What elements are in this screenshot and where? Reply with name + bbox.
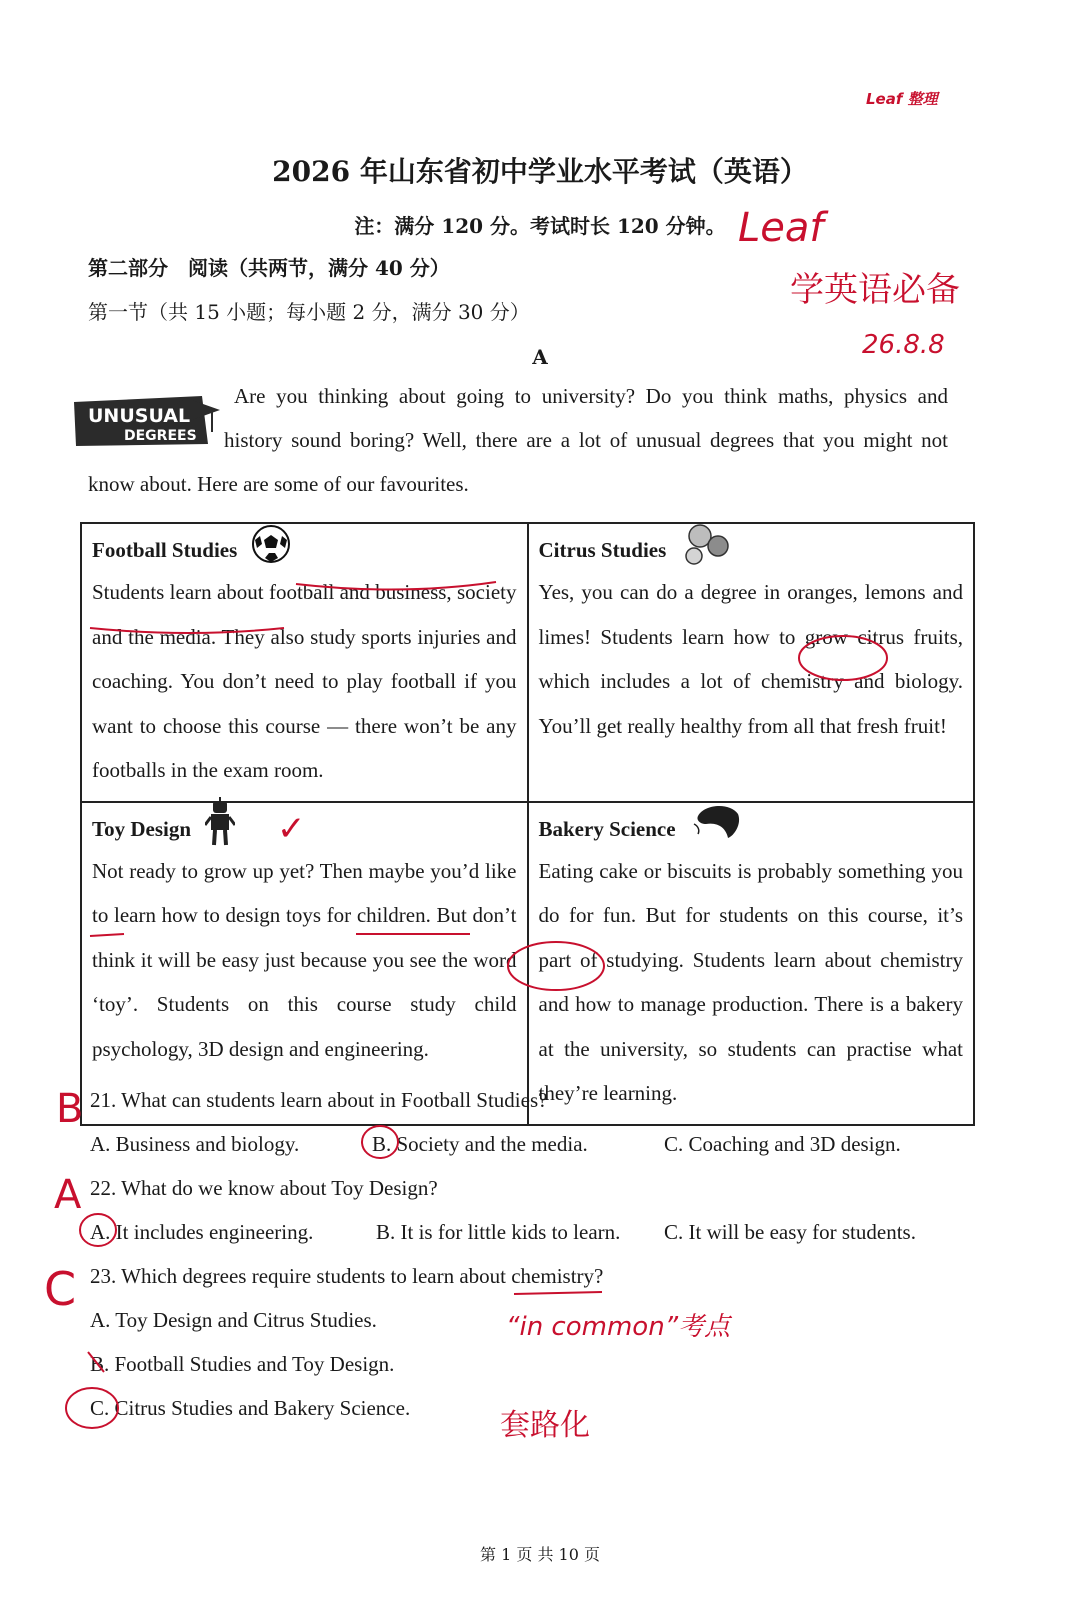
exam-note: 注：满分 120 分。考试时长 120 分钟。 [354, 214, 726, 238]
exam-title: 2026 年山东省初中学业水平考试（英语） [272, 155, 808, 188]
degree-body-football: Students learn about football and business, society and the media. They also study sports injuries and coaching. You don’t need to play football if you want to choose this course — there won’t be any footballs in the exam room. [92, 580, 517, 782]
question-23-option-c: C. Citrus Studies and Bakery Science. [90, 1396, 411, 1420]
intro-line-2: history sound boring? Well, there are a lot of unusual degrees that you might not [224, 428, 948, 452]
circle-answer-23 [66, 1388, 118, 1428]
circle-chemistry-citrus [799, 636, 887, 680]
degree-body-citrus: Yes, you can do a degree in oranges, lemons and limes! Students learn how to grow citrus fruits, which includes a lot of chemistry and biology. You’ll get really healthy from all that fresh fruit! [538, 580, 963, 738]
question-22-option-a: A. It includes engineering. [90, 1220, 314, 1244]
degree-title-football: Football Studies [92, 538, 238, 562]
question-22-stem: 22. What do we know about Toy Design? [90, 1176, 438, 1200]
circle-chemistry-bakery [508, 942, 604, 990]
question-21-option-c: C. Coaching and 3D design. [664, 1132, 901, 1156]
handwritten-note: 学英语必备 [790, 270, 960, 310]
degree-title-bakery: Bakery Science [538, 816, 676, 841]
degree-title-citrus: Citrus Studies [538, 538, 667, 562]
part-heading: 第二部分 阅读（共两节，满分 40 分） [88, 256, 450, 280]
question-21-option-b: B. Society and the media. [372, 1132, 588, 1156]
question-21-stem: 21. What can students learn about in Football Studies? [90, 1088, 548, 1112]
watermark: Leaf 整理 [866, 90, 938, 108]
intro-line-1: Are you thinking about going to university? Do you think maths, physics and [234, 384, 948, 408]
underline-society-media [90, 628, 284, 633]
cross-mark-q23-b [88, 1352, 104, 1372]
handwritten-signature: Leaf [738, 205, 824, 251]
degree-body-toy: Not ready to grow up yet? Then maybe you’d like to learn how to design toys for children. But don’t think it will be easy just because you see the word ‘toy’. Students on this course study child psychology, 3D design and engineering. [92, 858, 517, 1061]
question-22-option-c: C. It will be easy for students. [664, 1220, 916, 1244]
circle-answer-21 [362, 1126, 398, 1158]
section-heading: 第一节（共 15 小题；每小题 2 分，满分 30 分） [88, 300, 530, 324]
underline-chemistry-q23 [514, 1292, 602, 1294]
page-footer: 第 1 页 共 10 页 [480, 1545, 600, 1564]
logo-line2: DEGREES [124, 428, 197, 444]
logo-line1: UNUSUAL [88, 405, 191, 427]
handwritten-answer-22: A [54, 1172, 82, 1218]
handwritten-answer-21: B [56, 1086, 84, 1132]
question-23-option-a: A. Toy Design and Citrus Studies. [90, 1308, 377, 1332]
handwritten-note-in-common: “in common”考点 [506, 1312, 731, 1342]
question-23-stem: 23. Which degrees require students to learn about chemistry? [90, 1264, 604, 1288]
handwritten-answer-23: C [44, 1262, 77, 1316]
underline-but [90, 934, 124, 936]
degree-title-toy: Toy Design [92, 816, 192, 841]
passage-label: A [532, 345, 548, 369]
circle-answer-22 [80, 1214, 116, 1246]
checkmark-icon: ✓ [277, 808, 306, 849]
question-23-option-b: B. Football Studies and Toy Design. [90, 1352, 395, 1376]
handwritten-note-routine: 套路化 [500, 1408, 590, 1443]
handwritten-date: 26.8.8 [862, 330, 945, 360]
underline-football-business [296, 582, 496, 590]
degree-body-bakery: Eating cake or biscuits is probably something you do for fun. But for students on this course, it’s part of studying. Students learn about chemistry and how to manage production. There is a bakery at the university, so students can practise what they’re learning. [538, 858, 963, 1105]
intro-line-3: know about. Here are some of our favourites. [88, 472, 469, 496]
question-22-option-b: B. It is for little kids to learn. [376, 1220, 621, 1244]
question-21-option-a: A. Business and biology. [90, 1132, 300, 1156]
